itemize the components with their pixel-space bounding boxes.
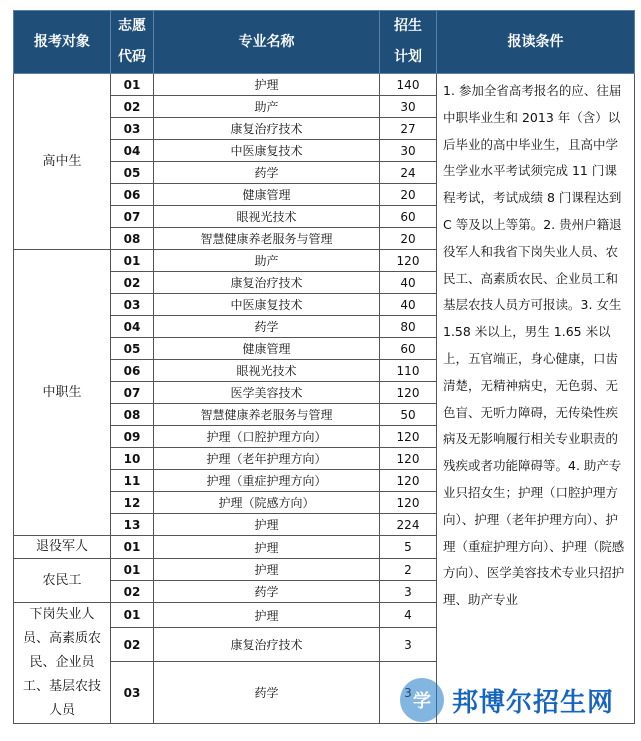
code-cell: 06 (111, 360, 154, 382)
watermark-logo-icon: 学 (400, 678, 444, 722)
major-cell: 中医康复技术 (154, 140, 380, 162)
code-cell: 01 (111, 536, 154, 559)
major-cell: 药学 (154, 162, 380, 184)
plan-cell: 30 (380, 96, 437, 118)
major-cell: 护理 (154, 603, 380, 628)
header-target: 报考对象 (14, 11, 111, 74)
plan-cell: 120 (380, 382, 437, 404)
plan-cell: 3 (380, 628, 437, 662)
major-cell: 护理 (154, 514, 380, 536)
code-cell: 09 (111, 426, 154, 448)
group-cell (14, 74, 111, 250)
conditions-cell: 1. 参加全省高考报名的应、往届中职毕业生和 2013 年（含）以后毕业的高中毕业生，且高中学生学业水平考试须完成 11 门课程考试，考试成绩 8 门课程达到 C 等及以上等第。2. 贵州户籍退役军人和我省下岗失业人员、农民工、高素质农民、企业员工和基层农技人员方可报读。3. 女生 1.58 米以上，男生 1.65 米以上，五官端正，身心健康，口齿清楚，无精神病史，无色弱、无色盲、无听力障碍，无传染性疾病及无影响履行相关专业职责的残疾或者功能障碍等。4. 助产专业只招女生；护理（口腔护理方向）、护理（老年护理方向）、护理（重症护理方向）、护理（院感方向）、医学美容技术专业只招护理、助产专业 (437, 74, 635, 724)
major-cell: 中医康复技术 (154, 294, 380, 316)
plan-cell: 120 (380, 492, 437, 514)
major-cell: 护理 (154, 536, 380, 559)
code-cell: 07 (111, 382, 154, 404)
plan-cell: 40 (380, 272, 437, 294)
major-cell: 护理 (154, 74, 380, 96)
header-major: 专业名称 (154, 11, 380, 74)
watermark-text: 邦博尔招生网 (452, 687, 615, 718)
code-cell: 03 (111, 118, 154, 140)
major-cell: 药学 (154, 581, 380, 603)
plan-cell: 110 (380, 360, 437, 382)
group-name: 下岗失业人员、高素质农民、企业员工、基层农技人员 (23, 607, 102, 718)
plan-cell: 40 (380, 294, 437, 316)
header-plan-label: 招生计划 (394, 18, 422, 65)
code-cell: 11 (111, 470, 154, 492)
major-cell: 智慧健康养老服务与管理 (154, 228, 380, 250)
code-cell: 05 (111, 338, 154, 360)
group-name: 退役军人 (35, 539, 88, 554)
table-row (14, 74, 635, 96)
major-cell: 智慧健康养老服务与管理 (154, 404, 380, 426)
major-cell: 护理（院感方向） (154, 492, 380, 514)
code-cell: 02 (111, 628, 154, 662)
code-cell: 05 (111, 162, 154, 184)
major-cell: 护理（口腔护理方向） (154, 426, 380, 448)
group-cell (14, 559, 111, 603)
major-cell: 助产 (154, 96, 380, 118)
code-cell: 04 (111, 140, 154, 162)
major-cell: 眼视光技术 (154, 360, 380, 382)
plan-cell: 20 (380, 184, 437, 206)
code-cell: 12 (111, 492, 154, 514)
header-conditions: 报读条件 (437, 11, 635, 74)
plan-cell: 60 (380, 206, 437, 228)
group-cell (14, 603, 111, 724)
code-cell: 03 (111, 294, 154, 316)
group-cell (14, 250, 111, 536)
code-cell: 08 (111, 404, 154, 426)
code-cell: 02 (111, 96, 154, 118)
plan-cell: 5 (380, 536, 437, 559)
header-code-label: 志愿代码 (118, 18, 146, 65)
major-cell: 健康管理 (154, 338, 380, 360)
plan-cell: 2 (380, 559, 437, 581)
major-cell: 护理（老年护理方向） (154, 448, 380, 470)
table-body (14, 74, 635, 724)
group-name: 中职生 (42, 384, 82, 400)
code-cell: 07 (111, 206, 154, 228)
major-cell: 健康管理 (154, 184, 380, 206)
code-cell: 03 (111, 662, 154, 724)
major-cell: 助产 (154, 250, 380, 272)
major-cell: 康复治疗技术 (154, 628, 380, 662)
code-cell: 01 (111, 74, 154, 96)
plan-cell: 120 (380, 470, 437, 492)
code-cell: 01 (111, 559, 154, 581)
plan-cell: 27 (380, 118, 437, 140)
code-cell: 01 (111, 603, 154, 628)
major-cell: 护理 (154, 559, 380, 581)
plan-cell: 30 (380, 140, 437, 162)
plan-cell: 50 (380, 404, 437, 426)
plan-cell: 24 (380, 162, 437, 184)
code-cell: 01 (111, 250, 154, 272)
code-cell: 10 (111, 448, 154, 470)
header-code (111, 11, 154, 74)
group-cell (14, 536, 111, 559)
code-cell: 04 (111, 316, 154, 338)
enrollment-table (13, 10, 635, 724)
code-cell: 02 (111, 581, 154, 603)
major-cell: 康复治疗技术 (154, 272, 380, 294)
plan-cell: 120 (380, 426, 437, 448)
group-name: 高中生 (42, 153, 82, 169)
watermark (400, 672, 634, 728)
group-name: 农民工 (42, 572, 82, 588)
plan-cell: 80 (380, 316, 437, 338)
plan-cell: 224 (380, 514, 437, 536)
major-cell: 药学 (154, 662, 380, 724)
major-cell: 医学美容技术 (154, 382, 380, 404)
code-cell: 06 (111, 184, 154, 206)
plan-cell: 60 (380, 338, 437, 360)
plan-cell: 4 (380, 603, 437, 628)
plan-cell: 120 (380, 448, 437, 470)
header-plan (380, 11, 437, 74)
plan-cell: 140 (380, 74, 437, 96)
code-cell: 02 (111, 272, 154, 294)
major-cell: 药学 (154, 316, 380, 338)
plan-cell: 20 (380, 228, 437, 250)
major-cell: 护理（重症护理方向） (154, 470, 380, 492)
plan-cell: 3 (380, 581, 437, 603)
code-cell: 13 (111, 514, 154, 536)
plan-cell: 120 (380, 250, 437, 272)
code-cell: 08 (111, 228, 154, 250)
major-cell: 康复治疗技术 (154, 118, 380, 140)
major-cell: 眼视光技术 (154, 206, 380, 228)
